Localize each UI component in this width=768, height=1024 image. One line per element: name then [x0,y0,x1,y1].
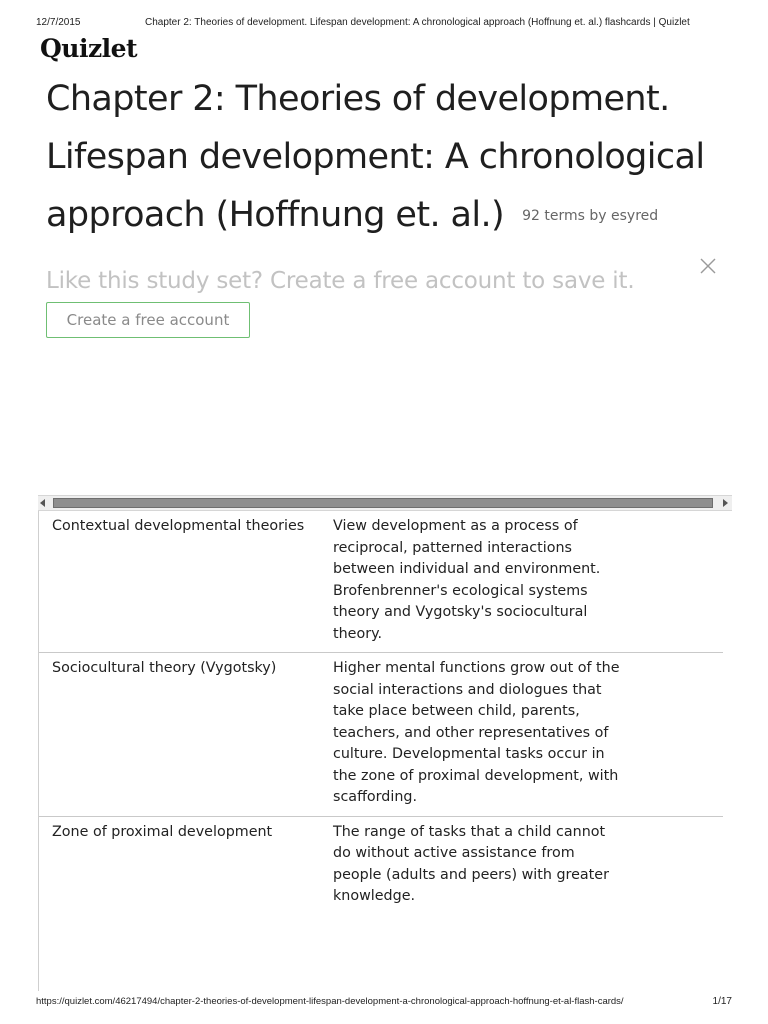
term-row [39,817,723,915]
set-title-line-2: Lifespan development: A chronological [46,137,705,177]
term-word: Zone of proximal development [52,823,273,840]
set-title-line-3 [46,186,726,245]
print-header-date: 12/7/2015 [36,17,81,28]
term-row [39,653,723,817]
term-word: Sociocultural theory (Vygotsky) [52,660,277,676]
close-icon[interactable] [699,257,717,275]
term-list [39,511,723,915]
scroll-right-arrow-icon[interactable] [723,499,728,507]
term-word: Contextual developmental theories [52,518,305,534]
author-link[interactable]: esyred [611,208,659,224]
terms-frame [38,511,723,991]
print-header-title: Chapter 2: Theories of development. Lifespan development: A chronological approach (Hoffnung et. al.) flashcards | Quizlet [145,17,690,28]
print-footer-page-number: 1/17 [712,996,732,1007]
horizontal-scrollbar[interactable] [38,495,732,511]
term-row [39,511,723,653]
set-meta [522,208,658,224]
set-title [46,70,726,245]
quizlet-logo[interactable]: Quizlet [40,34,138,63]
term-definition: View development as a process of reciprocal, patterned interactions between individual and environment. Brofenbrenner's ecological systems theory and Vygotsky's sociocultural theory. [333,518,601,642]
print-footer-url: https://quizlet.com/46217494/chapter-2-theories-of-development-lifespan-development-a-chronological-approach-hoffnung-et-al-flash-cards/ [36,996,624,1007]
scrollbar-thumb[interactable] [53,498,713,508]
signup-promo-text: Like this study set? Create a free account to save it. [46,268,635,294]
create-account-button[interactable]: Create a free account [46,302,250,338]
set-title-line-3-text: approach (Hoffnung et. al.) [46,195,505,235]
scroll-left-arrow-icon[interactable] [40,499,45,507]
term-definition: The range of tasks that a child cannot do without active assistance from people (adults and peers) with greater knowledge. [333,823,609,904]
terms-count: 92 terms by [522,208,607,224]
set-title-line-1: Chapter 2: Theories of development. [46,79,670,119]
term-definition: Higher mental functions grow out of the social interactions and diologues that take place between child, parents, teachers, and other representatives of culture. Developmental tasks occur in the zone of proximal development, with scaffording. [333,660,620,805]
